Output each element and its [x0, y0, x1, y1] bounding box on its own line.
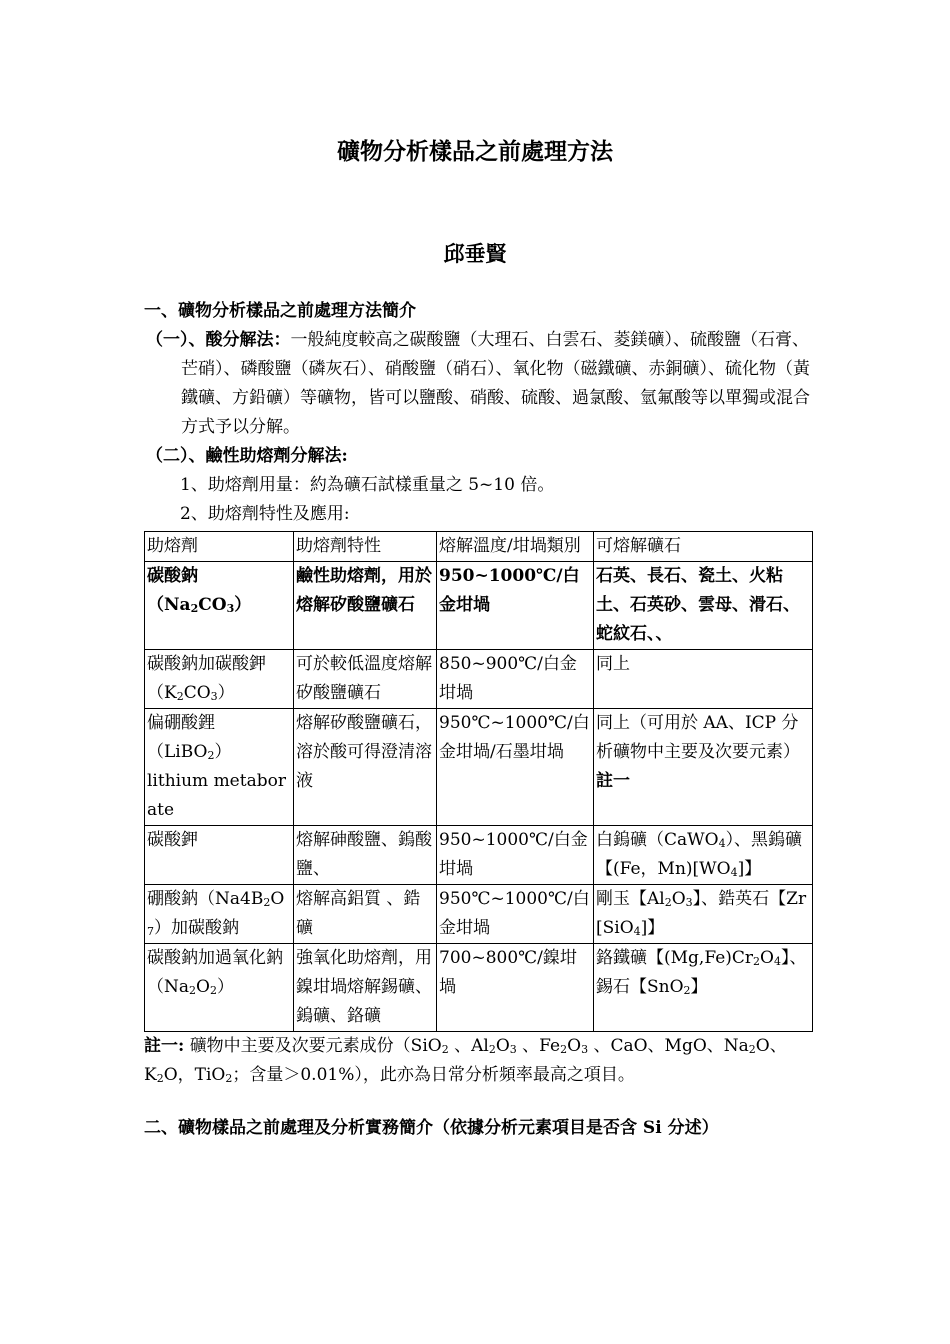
flux-name-cell	[145, 709, 294, 826]
flux-ores-cell: 石英、長石、瓷土、火粘土、石英砂、雲母、滑石、蛇紋石、、	[594, 562, 813, 650]
footnote-label: 註一:	[144, 1036, 185, 1056]
flux-formula: （LiBO$_2$）	[147, 742, 232, 762]
acid-decomposition-paragraph	[146, 326, 812, 442]
flux-ores-cell: 鉻鐵礦【$(Mg,Fe)Cr_2O_4$】、錫石【SnO$_2$】	[594, 944, 813, 1032]
header-cell: 熔解溫度/坩堝類別	[437, 532, 594, 562]
flux-property-cell: 熔解高鋁質 、鋯礦	[294, 885, 437, 944]
document-title: 礦物分析樣品之前處理方法	[337, 138, 613, 165]
alkali-flux-heading	[146, 442, 812, 471]
flux-ores-cell: 同上（可用於 AA、ICP 分析礦物中主要及次要元素）註一	[594, 709, 813, 826]
flux-formula: $(Na_2CO_3)$	[147, 595, 252, 615]
flux-name: 偏硼酸鋰	[147, 713, 215, 733]
flux-temp-cell: 700~800℃/鎳坩堝	[437, 944, 594, 1032]
flux-name: 碳酸鈉加碳酸鉀	[147, 654, 266, 674]
document-body	[144, 297, 812, 1160]
flux-english-name: lithium metaborate	[147, 771, 286, 820]
flux-property-cell: 可於較低溫度熔解矽酸鹽礦石	[294, 650, 437, 709]
table-header-row	[145, 532, 813, 562]
flux-temp-cell: 850~900℃/白金坩堝	[437, 650, 594, 709]
flux-ores-cell: 剛玉【$Al_2O_3$】、鋯英石【Zr[SiO$_4$]】	[594, 885, 813, 944]
flux-property-cell: 熔解砷酸鹽、鎢酸鹽、	[294, 826, 437, 885]
table-row	[145, 826, 813, 885]
flux-property-cell: 鹼性助熔劑，用於熔解矽酸鹽礦石	[294, 562, 437, 650]
flux-amount-item: 1、助熔劑用量：約為礦石試樣重量之 5~10 倍。	[180, 475, 555, 495]
flux-ores-cell: 同上	[594, 650, 813, 709]
note-reference: 註一	[596, 771, 630, 791]
flux-name: 碳酸鈉	[147, 566, 198, 586]
table-row	[145, 650, 813, 709]
header-cell: 助熔劑特性	[294, 532, 437, 562]
flux-name-cell: 硼酸鈉$(Na4B_2O_7)$加碳酸鈉	[145, 885, 294, 944]
header-cell: 可熔解礦石	[594, 532, 813, 562]
table-row	[145, 944, 813, 1032]
flux-name-cell: 碳酸鈉加過氧化鈉$(Na_2O_2)$	[145, 944, 294, 1032]
flux-ores-cell: 白鎢礦（CaWO$_4$）、黑鎢礦【(Fe，$Mn)[WO_4]$】	[594, 826, 813, 885]
flux-name-cell	[145, 562, 294, 650]
alkali-flux-label: （二）、鹼性助熔劑分解法:	[146, 446, 348, 466]
flux-property-cell: 強氧化助熔劑，用鎳坩堝熔解錫礦、鎢礦、鉻礦	[294, 944, 437, 1032]
section-1-heading: 一、礦物分析樣品之前處理方法簡介	[144, 301, 416, 321]
footnote: 註一: 礦物中主要及次要元素成份（SiO$_2$ 、$Al_2O_3$ 、$Fe_2O_3$ 、CaO、MgO、$Na_2O$、$K_2O$，TiO$_2$；含量＞0.01%），此亦為日常分析頻率最高之項目。	[144, 1036, 787, 1085]
flux-temp-cell: 950℃~1000℃/白金坩堝/石墨坩堝	[437, 709, 594, 826]
flux-temp-cell: 950~1000℃/白金坩堝	[437, 562, 594, 650]
author-name: 邱垂賢	[443, 241, 507, 266]
flux-temp-cell: 950℃~1000℃/白金坩堝	[437, 885, 594, 944]
table-row	[145, 885, 813, 944]
header-cell: 助熔劑	[145, 532, 294, 562]
flux-name-cell: 碳酸鉀	[145, 826, 294, 885]
flux-property-cell: 熔解矽酸鹽礦石，溶於酸可得澄清溶液	[294, 709, 437, 826]
acid-decomposition-text: 一般純度較高之碳酸鹽（大理石、白雲石、菱鎂礦）、硫酸鹽（石膏、芒硝）、磷酸鹽（磷灰石）、硝酸鹽（硝石）、氧化物（磁鐵礦、赤銅礦）、硫化物（黃鐵礦、方鉛礦）等礦物，皆可以鹽酸、硝酸、硫酸、過氯酸、氫氟酸等以單獨或混合方式予以分解。	[181, 330, 810, 437]
section-2-heading: 二、礦物樣品之前處理及分析實務簡介（依據分析元素項目是否含 Si 分述）	[144, 1118, 719, 1138]
flux-name-cell	[145, 650, 294, 709]
table-row	[145, 562, 813, 650]
flux-table	[144, 531, 813, 1032]
flux-properties-item: 2、助熔劑特性及應用:	[180, 504, 350, 524]
table-row	[145, 709, 813, 826]
flux-formula: $(K_2CO_3)$	[147, 683, 235, 703]
acid-decomposition-label: （一）、酸分解法：	[146, 330, 291, 350]
flux-temp-cell: 950~1000℃/白金坩堝	[437, 826, 594, 885]
